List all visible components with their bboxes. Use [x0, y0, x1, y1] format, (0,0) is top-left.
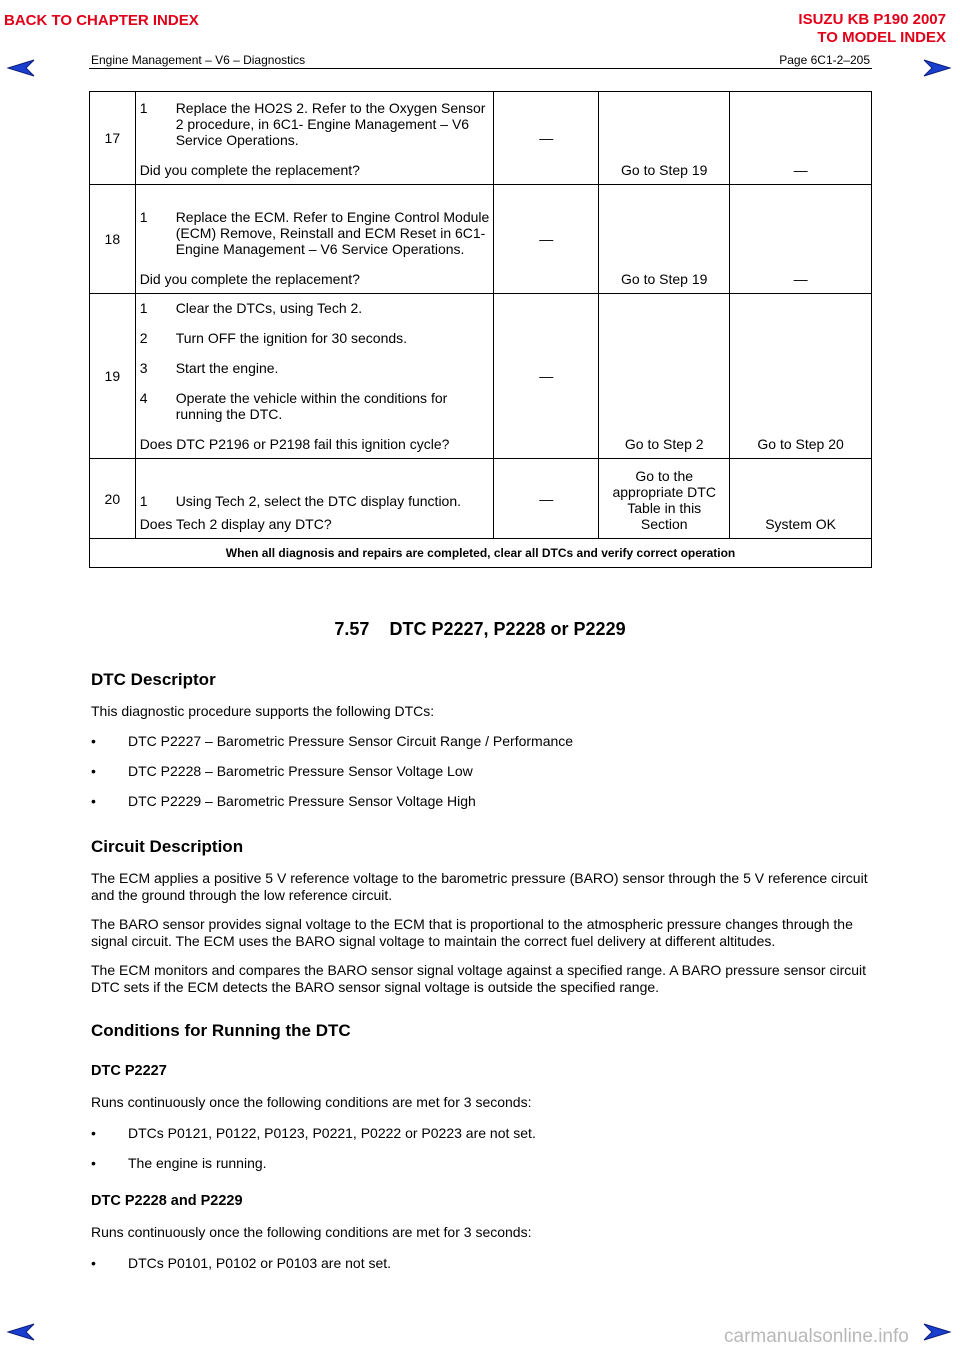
table-row — [90, 294, 872, 459]
header-rule — [89, 68, 872, 69]
table-row — [90, 459, 872, 539]
list-item: • DTC P2227 – Barometric Pressure Sensor Circuit Range / Performance — [91, 733, 574, 749]
back-to-chapter-link[interactable]: BACK TO CHAPTER INDEX — [4, 12, 199, 29]
list-item: • DTC P2228 – Barometric Pressure Sensor Voltage Low — [91, 763, 473, 779]
header-title: Engine Management – V6 – Diagnostics — [91, 53, 306, 67]
circuit-paragraph: The BARO sensor provides signal voltage to the ECM that is proportional to the atmospheric pressure changes through the signal circuit. The ECM uses the BARO signal voltage to maintain the correct fuel delivery at different altitudes. — [91, 916, 853, 949]
list-item: • DTC P2229 – Barometric Pressure Sensor Voltage High — [91, 793, 476, 809]
conditions-heading: Conditions for Running the DTC — [91, 1021, 351, 1040]
step-number: 17 — [90, 92, 136, 185]
item-text: Using Tech 2, select the DTC display function. — [175, 493, 462, 509]
p2227-heading: DTC P2227 — [91, 1063, 167, 1079]
list-item: • The engine is running. — [91, 1155, 267, 1171]
value-cell: — — [494, 185, 599, 294]
circuit-heading: Circuit Description — [91, 837, 244, 856]
item-number: 3 — [139, 360, 148, 376]
question-text: Does DTC P2196 or P2198 fail this ignition cycle? — [139, 436, 450, 452]
step-number: 20 — [90, 459, 136, 539]
circuit-paragraph: The ECM applies a positive 5 V reference voltage to the barometric pressure (BARO) sensor through the 5 V reference circuit and the ground through the low reference circuit. — [91, 870, 868, 903]
bullet-text: The engine is running. — [128, 1155, 267, 1171]
p2228-heading: DTC P2228 and P2229 — [91, 1193, 243, 1209]
item-text: Replace the ECM. Refer to Engine Control Module (ECM) Remove, Reinstall and ECM Reset in 6C1- Engine Management – V6 Service Operations. — [175, 209, 490, 257]
arrow-right-icon[interactable] — [922, 1322, 952, 1342]
yes-cell: Go to Step 2 — [599, 294, 730, 459]
no-cell: — — [730, 185, 872, 294]
item-text: Start the engine. — [175, 360, 279, 376]
circuit-paragraph: The ECM monitors and compares the BARO sensor signal voltage against a specified range. A BARO pressure sensor circuit DTC sets if the ECM detects the BARO sensor signal voltage is outside the specified range. — [91, 962, 867, 995]
value-cell: — — [494, 294, 599, 459]
bullet-text: DTCs P0101, P0102 or P0103 are not set. — [128, 1255, 392, 1271]
model-title: ISUZU KB P190 2007 — [798, 11, 946, 28]
action-cell — [135, 92, 494, 185]
p2228-intro: Runs continuously once the following conditions are met for 3 seconds: — [91, 1224, 532, 1240]
descriptor-intro: This diagnostic procedure supports the following DTCs: — [91, 703, 435, 719]
bullet-text: DTC P2227 – Barometric Pressure Sensor Circuit Range / Performance — [128, 733, 574, 749]
question-text: Did you complete the replacement? — [139, 271, 360, 287]
model-index-block[interactable] — [798, 11, 946, 47]
item-number: 1 — [139, 209, 148, 225]
arrow-left-icon[interactable] — [6, 58, 36, 78]
table-footer: When all diagnosis and repairs are completed, clear all DTCs and verify correct operation — [90, 539, 872, 568]
item-number: 2 — [139, 330, 148, 346]
to-model-index-link[interactable]: TO MODEL INDEX — [817, 29, 946, 46]
value-cell: — — [494, 92, 599, 185]
item-number: 4 — [139, 390, 148, 406]
table-row — [90, 92, 872, 185]
action-cell — [135, 459, 494, 539]
bullet-text: DTC P2228 – Barometric Pressure Sensor Voltage Low — [128, 763, 473, 779]
item-number: 1 — [139, 493, 148, 509]
list-item: • DTCs P0121, P0122, P0123, P0221, P0222 or P0223 are not set. — [91, 1125, 536, 1141]
item-text: Turn OFF the ignition for 30 seconds. — [175, 330, 408, 346]
step-number: 19 — [90, 294, 136, 459]
item-text: Replace the HO2S 2. Refer to the Oxygen Sensor 2 procedure, in 6C1- Engine Management – V6 Service Operations. — [175, 100, 486, 148]
item-text: Clear the DTCs, using Tech 2. — [175, 300, 363, 316]
no-cell: Go to Step 20 — [730, 294, 872, 459]
item-number: 1 — [139, 300, 148, 316]
no-cell: System OK — [730, 459, 872, 539]
yes-cell: Go to Step 19 — [599, 185, 730, 294]
header-page-number: Page 6C1-2–205 — [779, 53, 870, 67]
watermark: carmanualsonline.info — [724, 1326, 909, 1347]
yes-cell: Go to the appropriate DTC Table in this Section — [599, 459, 730, 539]
descriptor-heading: DTC Descriptor — [91, 670, 216, 689]
question-text: Does Tech 2 display any DTC? — [139, 516, 332, 532]
list-item: • DTCs P0101, P0102 or P0103 are not set. — [91, 1255, 392, 1271]
bullet-text: DTCs P0121, P0122, P0123, P0221, P0222 or P0223 are not set. — [128, 1125, 536, 1141]
diagnostic-table — [89, 91, 872, 568]
table-footer-row — [90, 539, 872, 568]
section-title: 7.57 DTC P2227, P2228 or P2229 — [334, 619, 626, 639]
value-cell: — — [494, 459, 599, 539]
yes-cell: Go to Step 19 — [599, 92, 730, 185]
step-number: 18 — [90, 185, 136, 294]
question-text: Did you complete the replacement? — [139, 162, 360, 178]
item-number: 1 — [139, 100, 148, 116]
table-row — [90, 185, 872, 294]
no-cell: — — [730, 92, 872, 185]
bullet-text: DTC P2229 – Barometric Pressure Sensor Voltage High — [128, 793, 476, 809]
action-cell — [135, 185, 494, 294]
item-text: Operate the vehicle within the conditions for running the DTC. — [175, 390, 448, 422]
arrow-right-icon[interactable] — [922, 58, 952, 78]
arrow-left-icon[interactable] — [6, 1322, 36, 1342]
action-cell — [135, 294, 494, 459]
p2227-intro: Runs continuously once the following conditions are met for 3 seconds: — [91, 1094, 532, 1110]
